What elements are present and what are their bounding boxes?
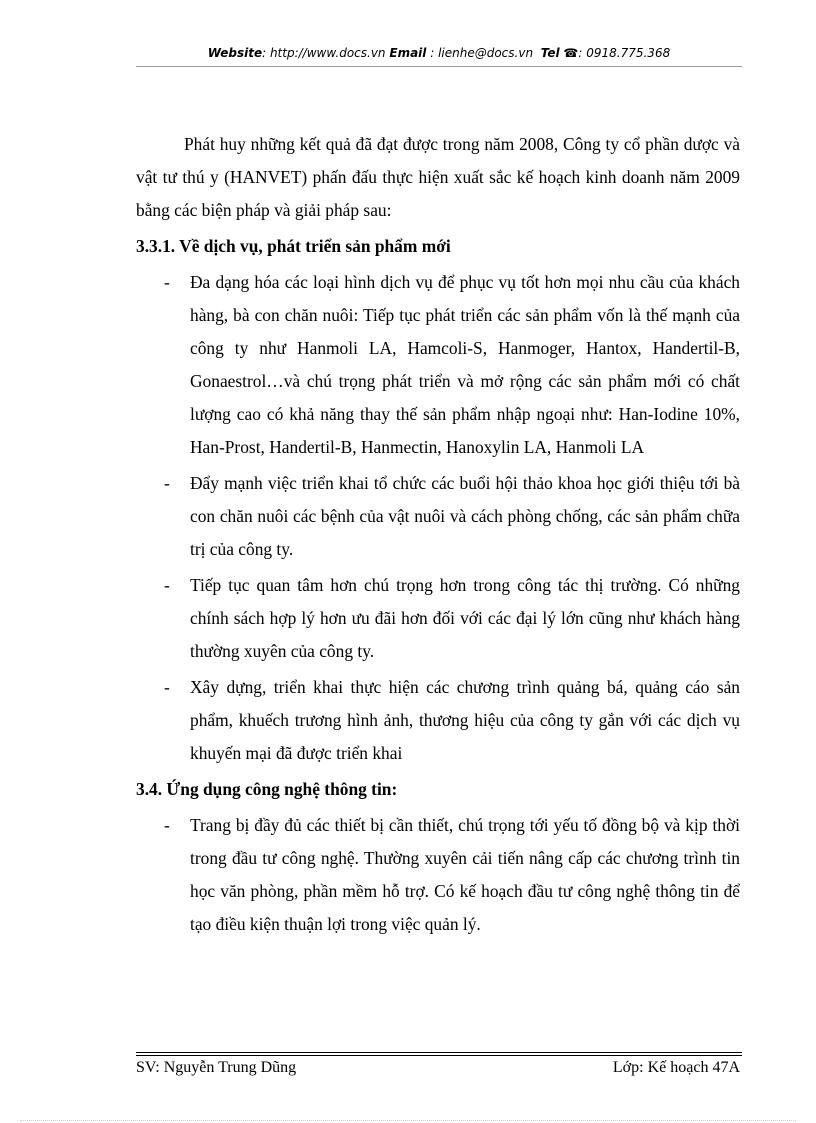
section-heading-services: 3.3.1. Về dịch vụ, phát triển sản phẩm mới	[136, 236, 451, 256]
intro-paragraph: Phát huy những kết quả đã đạt được trong năm 2008, Công ty cổ phần dược và vật tư thú y (HANVET) phấn đấu thực hiện xuất sắc kế hoạch kinh doanh năm 2009 bằng các biện pháp và giải pháp sau:	[136, 134, 740, 220]
list-item-text: Tiếp tục quan tâm hơn chú trọng hơn trong công tác thị trường. Có những chính sách hợp lý hơn ưu đãi hơn đối với các đại lý lớn cũng như khách hàng thường xuyên của công ty.	[190, 575, 740, 661]
bullet-dash: -	[164, 473, 170, 493]
page-header	[136, 46, 742, 66]
list-item-text: Đa dạng hóa các loại hình dịch vụ để phục vụ tốt hơn mọi nhu cầu của khách hàng, bà con chăn nuôi: Tiếp tục phát triển các sản phẩm vốn là thế mạnh của công ty như Hanmoli LA, Hamcoli-S, Hanmoger, Hantox, Handertil-B, Gonaestrol…và chú trọng phát triển và mở rộng các sản phẩm mới có chất lượng cao có khả năng thay thế sản phẩm nhập ngoại như: Han-Iodine 10%, Han-Prost, Handertil-B, Hanmectin, Hanoxylin LA, Hanmoli LA	[190, 272, 740, 457]
section-heading-it: 3.4. Ứng dụng công nghệ thông tin:	[136, 779, 398, 799]
list-item-text: Xây dựng, triển khai thực hiện các chương trình quảng bá, quảng cáo sản phẩm, khuếch trương hình ảnh, thương hiệu của công ty gắn với các dịch vụ khuyến mại đã được triển khai	[190, 677, 740, 763]
email-label: Email	[389, 46, 427, 60]
list-item	[136, 671, 740, 770]
footer-divider-bottom	[136, 1055, 742, 1056]
list-item-text: Trang bị đầy đủ các thiết bị cần thiết, chú trọng tới yếu tố đồng bộ và kịp thời trong đầu tư công nghệ. Thường xuyên cải tiến nâng cấp các chương trình tin học văn phòng, phần mềm hỗ trợ. Có kế hoạch đầu tư công nghệ thông tin để tạo điều kiện thuận lợi trong việc quản lý.	[190, 815, 740, 934]
footer-class: Lớp: Kế hoạch 47A	[612, 1059, 740, 1076]
website-url[interactable]: : http://www.docs.vn	[262, 46, 386, 60]
tel-label: Tel	[540, 46, 560, 60]
phone-icon: ☎	[563, 46, 579, 60]
document-body	[136, 128, 740, 943]
website-label: Website	[207, 46, 263, 60]
header-divider	[136, 66, 742, 67]
footer-student: SV: Nguyễn Trung Dũng	[136, 1059, 297, 1076]
bullet-dash: -	[164, 815, 170, 835]
bullet-dash: -	[164, 272, 170, 292]
services-list	[136, 266, 740, 770]
list-item	[136, 809, 740, 941]
page-footer	[136, 1057, 740, 1079]
footer-divider-top	[136, 1052, 742, 1053]
page-bottom-edge	[20, 1120, 796, 1121]
tel-number: : 0918.775.368	[578, 46, 671, 60]
list-item	[136, 266, 740, 464]
list-item-text: Đẩy mạnh việc triển khai tổ chức các buổi hội thảo khoa học giới thiệu tới bà con chăn nuôi các bệnh của vật nuôi và cách phòng chống, các sản phẩm chữa trị của công ty.	[190, 473, 740, 559]
list-item	[136, 569, 740, 668]
bullet-dash: -	[164, 677, 170, 697]
it-list	[136, 809, 740, 941]
email-address[interactable]: : lienhe@docs.vn	[426, 46, 534, 60]
list-item	[136, 467, 740, 566]
bullet-dash: -	[164, 575, 170, 595]
